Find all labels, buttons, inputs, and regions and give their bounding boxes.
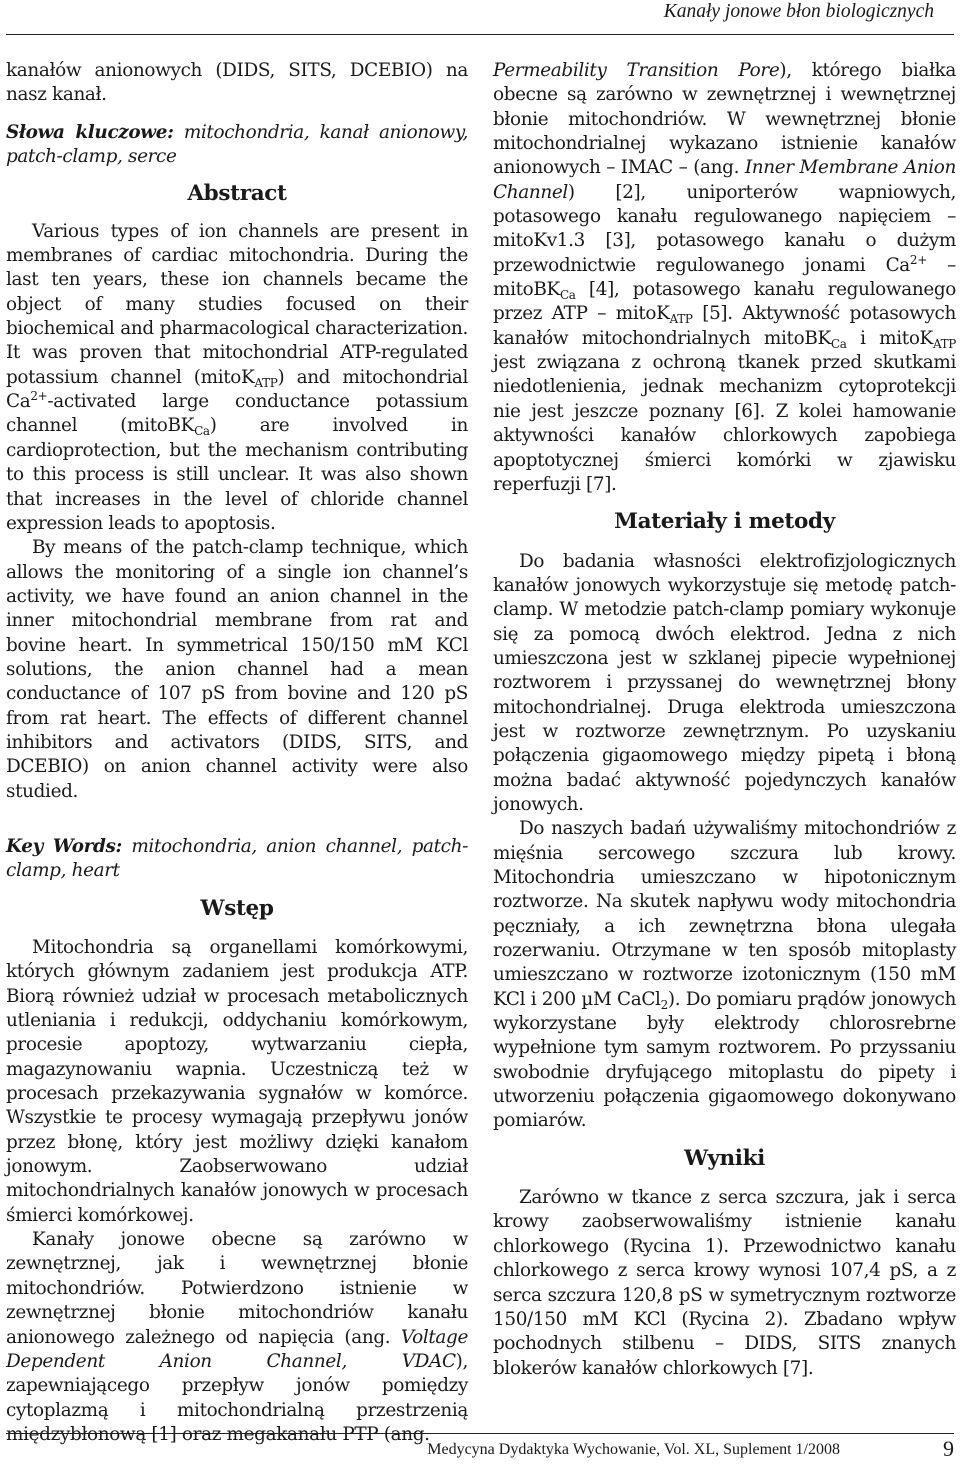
header-rule	[6, 34, 954, 35]
results-paragraph-1: Zarówno w tkance z serca szczura, jak i serca krowy zaobserwowaliśmy istnienie kanału chlorkowego (Rycina 1). Przewodnictwo kanału chlorkowego z serca krowy wynosi 107,4 pS, a z serca szczura 120,8 pS w symetrycznym roztworze 150/150 mM KCl (Rycina 2). Zbadano wpływ pochodnych stilbenu – DIDS, SITS znanych blokerów kanałów chlorkowych [7].	[493, 1187, 956, 1379]
italic-term: Permeability Transition Pore	[493, 60, 780, 81]
introduction-italic-term: Voltage Dependent Anion Channel, VDAC	[6, 1326, 468, 1372]
methods-paragraph-1: Do badania własności elektrofizjologicznych kanałów jonowych wykorzystuje się metodę patch-clamp. W metodzie patch-clamp pomiary wykonuje się za pomocą dwóch elektrod. Jedna z nich umieszczona jest w szklanej pipecie wypełnionej roztworem i przyssanej do wewnętrznej błony mitochondrialnej. Druga elektroda umieszczona jest w roztworze zewnętrznym. Po uzyskaniu połączenia gigaomowego między pipetą i błoną można badać aktywność pojedynczych kanałów jonowych.	[493, 550, 956, 815]
left-column	[6, 59, 468, 1447]
introduction-text: ), zapewniającego przepływ jonów pomiędzy cytoplazmą i mitochondrialną przestrzenią międzybłonową [1] oraz megakanału PTP (ang.	[6, 1350, 468, 1445]
intro-tail-paragraph: kanałów anionowych (DIDS, SITS, DCEBIO) na nasz kanał.	[6, 60, 468, 106]
keywords-polish-label: Słowa kluczowe:	[6, 121, 174, 143]
abstract-text: Various types of ion channels are present in membranes of cardiac mitochondria. During the last ten years, these ion channels became the object of many studies focused on their biochemical and pharmacological characterization. It was proven that mitochondrial ATP-regulated potassium channel (mitoK	[6, 220, 468, 388]
introduction-continuation	[493, 59, 956, 497]
italic-term: Inner Membrane Anion Channel	[493, 157, 956, 203]
introduction-paragraph-2	[6, 1228, 468, 1447]
continuation-text: ) [2], uniporterów wapniowych, potasowego kanału regulowanego napięciem – mitoKv1.3 [3], potasowego kanału o dużym przewodnictwie regulowanego jonami Ca	[493, 181, 956, 276]
abstract-paragraph-2: By means of the patch-clamp technique, which allows the monitoring of a single ion channel’s activity, we have found an anion channel in the inner mitochondrial membrane from rat and bovine heart. In symmetrical 150/150 mM KCl solutions, the anion channel had a mean conductance of 107 pS from bovine and 120 pS from rat heart. The effects of different channel inhibitors and activators (DIDS, SITS, and DCEBIO) on anion channel activity were also studied.	[6, 537, 468, 802]
page-number: 9	[943, 1436, 954, 1461]
continuation-text: ), którego białka obecne są zarówno w zewnętrznej i wewnętrznej błonie mitochondriów. W wewnętrznej błonie mitochondrialnej wykazano istnienie kanałów anionowych – IMAC – (ang.	[493, 60, 956, 179]
abstract-text: ) are involved in cardioprotection, but the mechanism contributing to this process is still unclear. It was also shown that increases in the level of chloride channel expression leads to apoptosis.	[6, 415, 468, 534]
continuation-text: [4], potasowego kanału regulowanego przez ATP – mitoK	[493, 279, 956, 325]
subscript: ATP	[669, 312, 693, 327]
subscript: 2	[660, 997, 668, 1012]
keywords-english-text: mitochondria, anion channel, patch-clamp, heart	[6, 835, 468, 882]
methods-heading: Materiały i metody	[614, 509, 835, 535]
superscript: 2+	[909, 252, 927, 267]
methods-text: Do naszych badań używaliśmy mitochondriów z mięśnia sercowego szczura lub krowy. Mitochondria umieszczano w hipotonicznym roztworze. Na skutek napływu wody mitochondria pęczniały, a ich zewnętrzna błona ulegała rozerwaniu. Otrzymane w ten sposób mitoplasty umieszczano w roztworze izotonicznym (150 mM KCl i 200 µM CaCl	[493, 818, 956, 1010]
introduction-text: Kanały jonowe obecne są zarówno w zewnętrznej, jak i wewnętrznej błonie mitochondriów. Potwierdzono istnienie w zewnętrznej błonie mitochondriów kanału anionowego zależnego od napięcia (ang.	[6, 1229, 468, 1348]
keywords-english	[6, 835, 468, 884]
methods-paragraph-2	[493, 817, 956, 1133]
abstract-paragraph-1	[6, 220, 468, 536]
continuation-text: – mitoBK	[493, 254, 957, 301]
continuation-text: jest związana z ochroną tkanek przed skutkami niedotlenienia, jednak mechanizm cytoprotekcji nie jest jeszcze poznany [6]. Z kolei hamowanie aktywności kanałów chlorkowych zapobiega apoptotycznej śmierci komórki w zjawisku reperfuzji [7].	[493, 352, 956, 495]
subscript: Ca	[194, 424, 210, 439]
subscript: Ca	[830, 336, 847, 351]
keywords-english-label: Key Words:	[6, 835, 122, 857]
subscript: ATP	[932, 336, 956, 351]
continuation-text: i mitoK	[846, 327, 933, 349]
subscript: ATP	[254, 375, 278, 390]
abstract-text: ) and mitochondrial Ca	[6, 366, 468, 413]
superscript: 2+	[30, 389, 48, 404]
introduction-paragraph-1: Mitochondria są organellami komórkowymi, których głównym zadaniem jest produkcja ATP. Biorą również udział w procesach metabolicznych utleniania i redukcji, oddychaniu komórkowym, procesie apoptozy, wytwarzaniu ciepła, magazynowaniu wapnia. Uczestniczą też w procesach przekazywania sygnałów w komórce. Wszystkie te procesy wymagają przepływu jonów przez błonę, który jest możliwy dzięki kanałom jonowym. Zaobserwowano udział mitochondrialnych kanałów jonowych w procesach śmierci komórkowej.	[6, 937, 468, 1226]
continuation-text: [5]. Aktywność potasowych kanałów mitochondrialnych mitoBK	[493, 303, 957, 349]
footer-rule	[6, 1433, 954, 1434]
results-heading: Wyniki	[684, 1145, 765, 1171]
journal-citation: Medycyna Dydaktyka Wychowanie, Vol. XL, Suplement 1/2008	[427, 1441, 840, 1458]
introduction-heading: Wstęp	[200, 895, 274, 921]
keywords-polish-text: mitochondria, kanał anionowy, patch-clamp, serce	[6, 121, 469, 168]
keywords-polish	[6, 121, 468, 170]
abstract-heading: Abstract	[187, 181, 287, 207]
subscript: Ca	[559, 288, 576, 303]
right-column	[493, 59, 956, 1381]
running-head: Kanały jonowe błon biologicznych	[663, 1, 934, 22]
abstract-text: -activated large conductance potassium channel (mitoBK	[6, 391, 468, 437]
methods-text: ). Do pomiaru prądów jonowych wykorzystane były elektrody chlorosrebrne wypełnione tym samym roztworem. Po przyssaniu swobodnie dryfującego mitoplastu do pipety i utworzeniu połączenia gigaomowego dokonywano pomiarów.	[493, 988, 957, 1132]
